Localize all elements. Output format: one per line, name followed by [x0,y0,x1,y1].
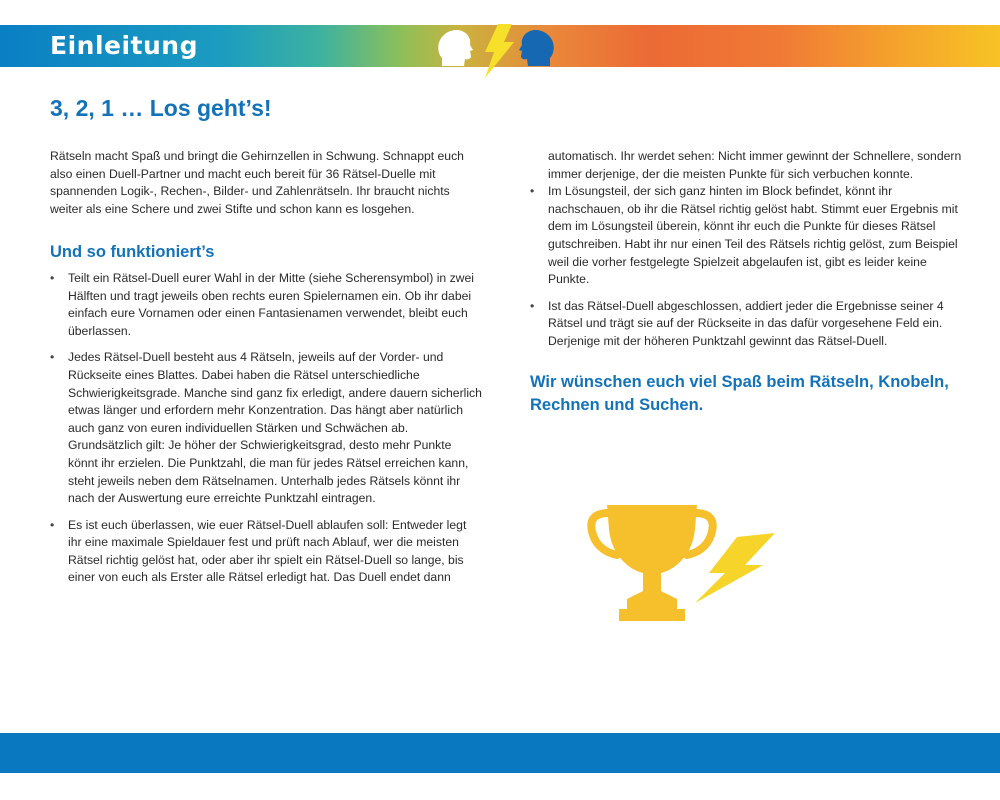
head-silhouette-icon [519,30,554,66]
list-item: • Jedes Rätsel-Duell besteht aus 4 Rätseln, jeweils auf der Vorder- und Rückseite eines Blattes. Dabei haben die Rätsel unterschiedliche Schwierigkeitsgrade. Manche sind ganz fix erledigt, andere dauern sicherlich etwas länger und erfordern mehr Konzentration. Das hängt aber natürlich auch ganz von euren individuellen Stärken und Schwächen ab. Grundsätzlich gilt: Je höher der Schwierigkeitsgrad, desto mehr Punkte könnt ihr erzielen. Die Punktzahl, die man für jedes Rätsel erreichen kann, steht jeweils neben dem Rätselnamen. Unterhalb jedes Rätsels könnt ihr nach der Auswertung eure erreichte Punktzahl eintragen. [50,349,482,507]
instructions-list [50,270,482,587]
closing-message: Wir wünschen euch viel Spaß beim Rätseln, Knobeln, Rechnen und Suchen. [530,372,949,414]
page-title: Einleitung [50,31,198,60]
list-item-continuation: automatisch. Ihr werdet sehen: Nicht immer gewinnt der Schnellere, sondern immer derjenige, der die meisten Punkte für sich verbuchen konnte. [548,149,962,181]
intro-paragraph: Rätseln macht Spaß und bringt die Gehirnzellen in Schwung. Schnappt euch also einen Duell-Partner und macht euch bereit für 36 Rätsel-Duelle mit spannenden Logik-, Rechen-, Bilder- und Zahlenrätseln. Ihr braucht nichts weiter als eine Schere und zwei Stifte und schon kann es losgehen. [50,149,464,216]
how-it-works-heading: Und so funktioniert’s [50,243,215,262]
instructions-list-continued [530,183,962,350]
list-item: • Im Lösungsteil, der sich ganz hinten im Block befindet, könnt ihr nachschauen, ob ihr die Rätsel richtig gelöst habt. Stimmt euer Ergebnis mit dem im Lösungsteil überein, könnt ihr euch die Punkte für dieses Rätsel gutschreiben. Habt ihr nur einen Teil des Rätsels richtig gelöst, zum Beispiel weil die vorher festgelegte Spielzeit abgelaufen ist, gibt es leider keine Punkte. [530,183,962,289]
header-icons [436,20,556,80]
trophy-illustration [585,495,785,635]
right-column [530,148,962,417]
list-item: • Teilt ein Rätsel-Duell eurer Wahl in der Mitte (siehe Scherensymbol) in zwei Hälften und tragt jeweils oben rechts euren Spielernamen ein. Ob ihr dabei einfach eure Vornamen oder einen Fantasienamen verwendet, bleibt euch überlassen. [50,270,482,340]
lightning-icon [485,24,514,78]
list-item: • Ist das Rätsel-Duell abgeschlossen, addiert jeder die Ergebnisse seiner 4 Rätsel und trägt sie auf der Rückseite in das dafür vorgesehene Feld ein. Derjenige mit der höheren Punktzahl gewinnt das Rätsel-Duell. [530,298,962,351]
head-silhouette-icon [438,30,473,66]
main-heading: 3, 2, 1 … Los geht’s! [50,95,272,121]
left-column [50,148,482,596]
list-item: • Es ist euch überlassen, wie euer Rätsel-Duell ablaufen soll: Entweder legt ihr eine maximale Spieldauer fest und prüft nach Ablauf, wer die meisten Rätsel richtig gelöst hat, oder aber ihr spielt ein Rätsel-Duell so lange, bis einer von euch als Erster alle Rätsel erledigt hat. Das Duell endet dann [50,517,482,587]
trophy-icon [591,505,712,621]
footer-band [0,733,1000,773]
